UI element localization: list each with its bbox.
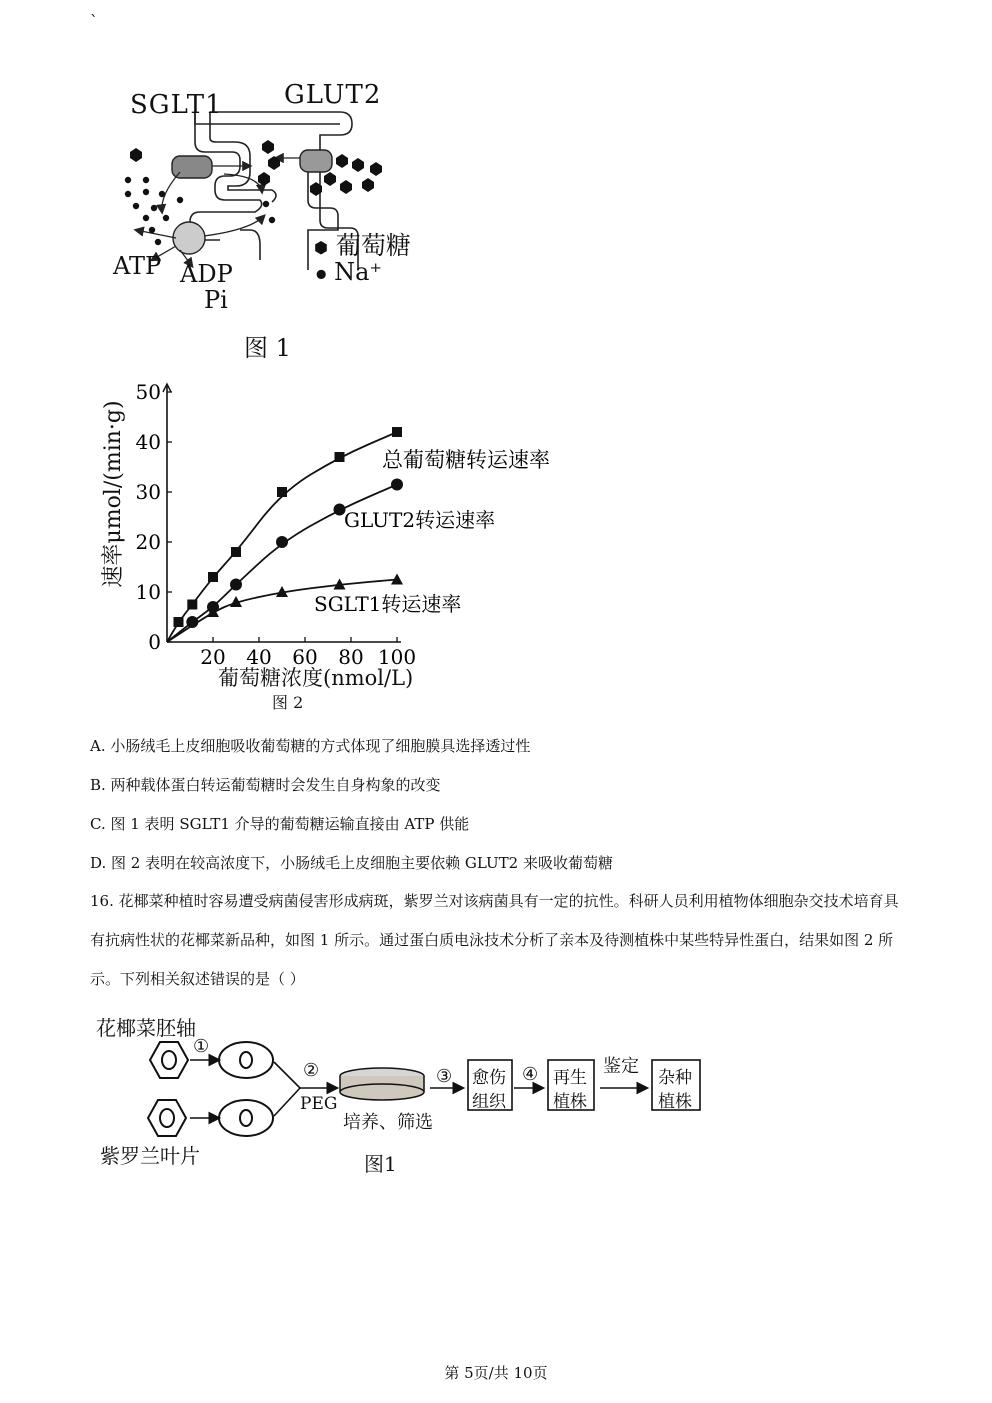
legend-na xyxy=(316,258,382,286)
point-circle xyxy=(391,479,403,491)
y-tick-label: 0 xyxy=(148,630,161,654)
top-mark: ` xyxy=(90,12,98,31)
y-tick-label: 50 xyxy=(135,380,161,404)
fig3-step3: ③ xyxy=(436,1066,453,1087)
y-tick-label: 20 xyxy=(135,530,161,554)
protoplast-1 xyxy=(219,1042,273,1078)
x-tick-label: 40 xyxy=(246,645,272,669)
x-tick-label: 60 xyxy=(292,645,318,669)
x-tick-label: 20 xyxy=(200,645,226,669)
fig3-step4: ④ xyxy=(522,1064,539,1085)
point-square xyxy=(335,452,345,462)
label-pi: Pi xyxy=(204,286,228,314)
fig3-step1: ① xyxy=(193,1036,210,1057)
cell-hexagon-1 xyxy=(150,1042,188,1078)
label-atp: ATP xyxy=(113,252,162,280)
label-adp: ADP xyxy=(180,260,233,288)
pump-circle xyxy=(173,222,205,254)
label-sglt1: SGLT1 xyxy=(130,90,223,120)
option-b: B. 两种载体蛋白转运葡萄糖时会发生自身构象的改变 xyxy=(90,776,441,794)
legend-na-icon: ● xyxy=(316,266,327,281)
fig3-culture: 培养、筛选 xyxy=(343,1112,433,1133)
x-tick-label: 100 xyxy=(377,645,417,669)
cell-hexagon-2 xyxy=(148,1100,186,1136)
legend-glucose-label: 葡萄糖 xyxy=(335,231,411,260)
series-label: SGLT1转运速率 xyxy=(314,592,462,616)
series-label: GLUT2转运速率 xyxy=(344,508,496,532)
option-d: D. 图 2 表明在较高浓度下，小肠绒毛上皮细胞主要依赖 GLUT2 来吸收葡萄糖 xyxy=(90,854,613,872)
fig3-box1-line1: 愈伤 xyxy=(472,1068,506,1088)
page-footer: 第 5页/共 10页 xyxy=(444,1364,548,1382)
y-tick-label: 30 xyxy=(135,480,161,504)
fig3-box1-line2: 组织 xyxy=(472,1092,506,1112)
option-c: C. 图 1 表明 SGLT1 介导的葡萄糖运输直接由 ATP 供能 xyxy=(90,815,470,833)
point-square xyxy=(392,427,402,437)
point-circle xyxy=(230,579,242,591)
label-glut2: GLUT2 xyxy=(284,80,382,110)
chart-ylabel: 速率μmol/(min·g) xyxy=(101,400,126,588)
chart-caption: 图 2 xyxy=(272,693,304,712)
point-circle xyxy=(186,616,198,628)
point-square xyxy=(277,487,287,497)
point-square xyxy=(187,600,197,610)
question-16: 16. 花椰菜种植时容易遭受病菌侵害形成病斑，紫罗兰对该病菌具有一定的抗性。科研人员利用植物体细胞杂交技术培育具有抗病性状的花椰菜新品种，如图 1 所示。通过蛋白质电泳技术分析了亲本及待测植株中某些特异性蛋白，结果如图 2 所示。下列相关叙述错误的是（ ） xyxy=(90,892,899,988)
fig3-box3-line1: 杂种 xyxy=(658,1068,692,1088)
option-a: A. 小肠绒毛上皮细胞吸收葡萄糖的方式体现了细胞膜具选择透过性 xyxy=(90,737,531,755)
point-square xyxy=(174,617,184,627)
fig3-source1: 花椰菜胚轴 xyxy=(96,1016,196,1040)
legend-na-label: Na⁺ xyxy=(334,258,383,286)
fig3-box2-line1: 再生 xyxy=(553,1068,587,1088)
glucose-molecules xyxy=(130,140,382,196)
fig3-source2: 紫罗兰叶片 xyxy=(100,1144,200,1168)
protoplast-2 xyxy=(219,1100,273,1136)
fig3-box2-line2: 植株 xyxy=(553,1092,587,1112)
chart-xlabel: 葡萄糖浓度(nmol/L) xyxy=(218,666,414,690)
y-tick-label: 10 xyxy=(135,580,161,604)
fig3-identify: 鉴定 xyxy=(603,1056,639,1077)
fig3-caption: 图1 xyxy=(364,1152,397,1176)
point-circle xyxy=(276,536,288,548)
point-square xyxy=(208,572,218,582)
y-tick-label: 40 xyxy=(135,430,161,454)
fig3-peg: PEG xyxy=(300,1094,338,1114)
figure1-caption: 图 1 xyxy=(244,334,291,362)
fig3-step2: ② xyxy=(303,1060,320,1081)
glut2-carrier xyxy=(300,150,332,172)
legend-glucose-icon: ⬢ xyxy=(314,238,328,257)
series-label: 总葡萄糖转运速率 xyxy=(382,448,550,472)
x-tick-label: 80 xyxy=(338,645,364,669)
point-square xyxy=(231,547,241,557)
legend-glucose xyxy=(314,226,411,262)
fig3-box3-line2: 植株 xyxy=(658,1092,692,1112)
